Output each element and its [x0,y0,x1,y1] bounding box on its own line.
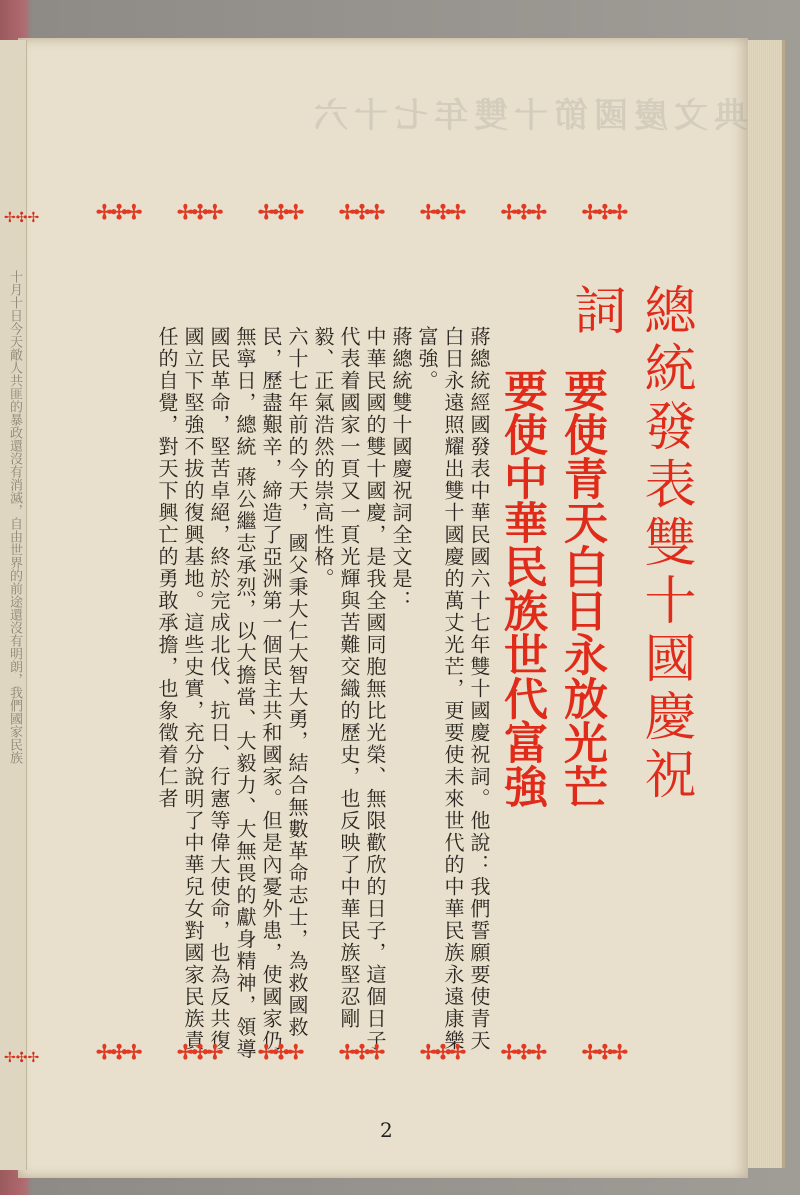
ornament-row-bottom [96,1040,626,1064]
previous-page-edge [0,40,40,1170]
bleed-through-text: 典文慶國節十雙年七十六 [308,96,748,136]
paragraph: 六十七年前的今天， 國父秉大仁大智大勇，結合無數革命志士，為救國救民，歷盡艱辛，締造了亞洲第一個民主共和國家。但是內憂外患，使國家仍無寧日，總統 蔣公繼志承烈，以大擔當、大毅力、大無畏的獻身精神，領導國民革命，堅苦卓絕，終於完成北伐、抗日、行憲等偉大使命，也為反共復國立下堅強不拔的復興基地。這些史實，充分說明了中華兒女對國家民族責任的自覺，對天下興亡的勇敢承擔，也象徵着仁者 [155,326,309,1061]
ornament-icon: ✢✣✢ [500,1040,546,1064]
ornament-icon: ✢✣✢ [338,1040,384,1064]
ornament-icon: ✢✣✢ [176,1040,222,1064]
ornament-icon: ✢✣✢ [257,1040,303,1064]
ornament-icon: ✢✣✢ [176,200,222,224]
ornament-icon: ✢✣✢ [581,200,626,224]
ornament-icon: ✢✣✢ [4,1050,40,1066]
ornament-icon: ✢✣✢ [96,200,141,224]
paragraph: 蔣總統雙十國慶祝詞全文是： [389,326,413,612]
paragraph: 蔣總統經國發表中華民國六十七年雙十國慶祝詞。他說：我們誓願要使青天白日永遠照耀出雙十國慶的萬丈光芒，更要使未來世代的中華民族永遠康樂富強。 [415,326,491,1052]
slogan-2: 要使中華民族世代富強 [496,368,547,808]
ornament-icon: ✢✣✢ [581,1040,626,1064]
slogan-1: 要使青天白日永放光芒 [556,368,607,808]
ornament-icon: ✢✣✢ [419,200,465,224]
article-body [82,326,492,1066]
paragraph: 中華民國的雙十國慶，是我全國同胞無比光榮、無限歡欣的日子，這個日子代表着國家一頁又一頁光輝與苦難交織的歷史，也反映了中華民族堅忍剛毅、正氣浩然的崇高性格。 [311,326,387,1052]
ornament-icon: ✢✣✢ [257,200,303,224]
ornament-icon: ✢✣✢ [4,210,40,226]
ornament-icon: ✢✣✢ [96,1040,141,1064]
ornament-icon: ✢✣✢ [419,1040,465,1064]
page-number: 2 [380,1118,393,1142]
ornament-icon: ✢✣✢ [338,200,384,224]
book-page [18,38,748,1178]
previous-page-text: 十月十日今天敵人共匪的暴政還沒有消滅，自由世界的前途還沒有明朗，我們國家民族 [7,270,22,764]
ornament-icon: ✢✣✢ [500,200,546,224]
ornament-row-top [96,200,626,224]
page-edges [742,40,785,1168]
page-title: 總統發表雙十國慶祝詞 [565,283,695,805]
